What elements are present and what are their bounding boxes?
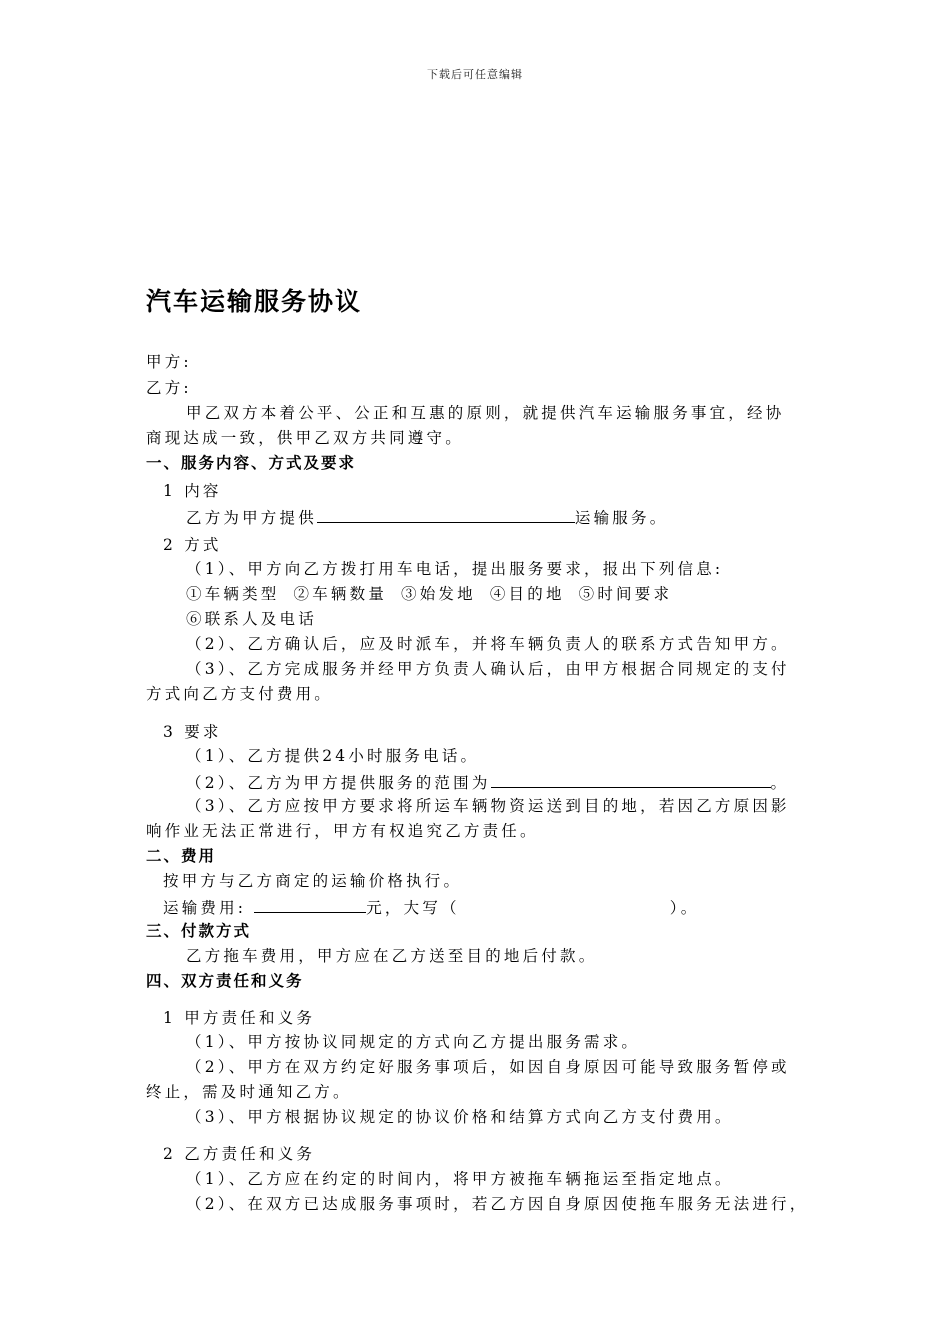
service-blank[interactable] bbox=[317, 506, 575, 523]
header-note: 下载后可任意编辑 bbox=[427, 68, 523, 81]
party-a-duty-2b: 终止，需及时通知乙方。 bbox=[146, 1083, 352, 1101]
party-a-label: 甲方: bbox=[146, 353, 192, 371]
party-b-duty-2: （2）、在双方已达成服务事项时，若乙方因自身原因使拖车服务无法进行， bbox=[186, 1195, 809, 1213]
item-2-para-2: （2）、乙方确认后，应及时派车，并将车辆负责人的联系方式告知甲方。 bbox=[186, 635, 790, 653]
item-3-para-2-post: 。 bbox=[770, 774, 790, 792]
item-3-para-3a: （3）、乙方应按甲方要求将所运车辆物资运送到目的地，若因乙方原因影 bbox=[186, 797, 790, 815]
party-b-duties-label: 2 乙方责任和义务 bbox=[163, 1145, 316, 1163]
item-2-para-3b: 方式向乙方支付费用。 bbox=[146, 685, 334, 703]
document-title: 汽车运输服务协议 bbox=[146, 287, 363, 316]
option-origin: ③始发地 bbox=[401, 585, 476, 603]
fee-amount-blank[interactable] bbox=[254, 896, 366, 913]
item-2-label: 2 方式 bbox=[163, 536, 222, 554]
option-destination: ④目的地 bbox=[489, 585, 565, 603]
party-a-duty-2a: （2）、甲方在双方约定好服务事项后，如因自身原因可能导致服务暂停或 bbox=[186, 1058, 790, 1076]
intro-line-1: 甲乙双方本着公平、公正和互惠的原则，就提供汽车运输服务事宜，经协 bbox=[186, 404, 785, 422]
item-3-para-3b: 响作业无法正常进行，甲方有权追究乙方责任。 bbox=[146, 822, 539, 840]
item-3-para-2-pre: （2）、乙方为甲方提供服务的范围为 bbox=[186, 774, 491, 792]
item-1-text-post: 运输服务。 bbox=[574, 509, 669, 527]
item-1-label: 1 内容 bbox=[163, 482, 222, 500]
party-b-duty-1: （1）、乙方应在约定的时间内，将甲方被拖车辆拖运至指定地点。 bbox=[186, 1170, 734, 1188]
option-contact: ⑥联系人及电话 bbox=[186, 610, 317, 628]
item-1-text-pre: 乙方为甲方提供 bbox=[186, 509, 317, 527]
fee-post: ）。 bbox=[669, 899, 700, 917]
item-2-options bbox=[186, 584, 672, 604]
item-3-label: 3 要求 bbox=[163, 723, 222, 741]
section-1-heading: 一、服务内容、方式及要求 bbox=[146, 454, 357, 472]
option-vehicle-type: ①车辆类型 bbox=[186, 585, 280, 603]
section-4-heading: 四、双方责任和义务 bbox=[146, 972, 304, 990]
section-2-heading: 二、费用 bbox=[146, 847, 217, 865]
intro-line-2: 商现达成一致，供甲乙双方共同遵守。 bbox=[146, 429, 464, 447]
section-3-heading: 三、付款方式 bbox=[146, 922, 252, 940]
party-a-duty-3: （3）、甲方根据协议规定的协议价格和结算方式向乙方支付费用。 bbox=[186, 1108, 734, 1126]
item-2-para-3a: （3）、乙方完成服务并经甲方负责人确认后，由甲方根据合同规定的支付 bbox=[186, 660, 790, 678]
option-time: ⑤时间要求 bbox=[578, 585, 673, 603]
option-vehicle-count: ②车辆数量 bbox=[293, 585, 388, 603]
section-3-para-1: 乙方拖车费用，甲方应在乙方送至目的地后付款。 bbox=[186, 947, 598, 965]
party-a-duty-1: （1）、甲方按协议同规定的方式向乙方提出服务需求。 bbox=[186, 1033, 641, 1051]
item-3-para-1: （1）、乙方提供24小时服务电话。 bbox=[186, 747, 480, 765]
section-2-para-1: 按甲方与乙方商定的运输价格执行。 bbox=[163, 872, 463, 890]
item-2-para-1: （1）、甲方向乙方拨打用车电话，提出服务要求，报出下列信息: bbox=[186, 560, 724, 578]
fee-line bbox=[163, 896, 699, 918]
scope-blank[interactable] bbox=[491, 771, 771, 788]
party-a-duties-label: 1 甲方责任和义务 bbox=[163, 1009, 316, 1027]
fee-label: 运输费用: bbox=[163, 899, 247, 917]
fee-mid: 元，大写（ bbox=[366, 899, 460, 917]
item-1-text bbox=[186, 506, 668, 528]
party-b-label: 乙方: bbox=[146, 379, 192, 397]
item-3-para-2 bbox=[186, 771, 789, 793]
